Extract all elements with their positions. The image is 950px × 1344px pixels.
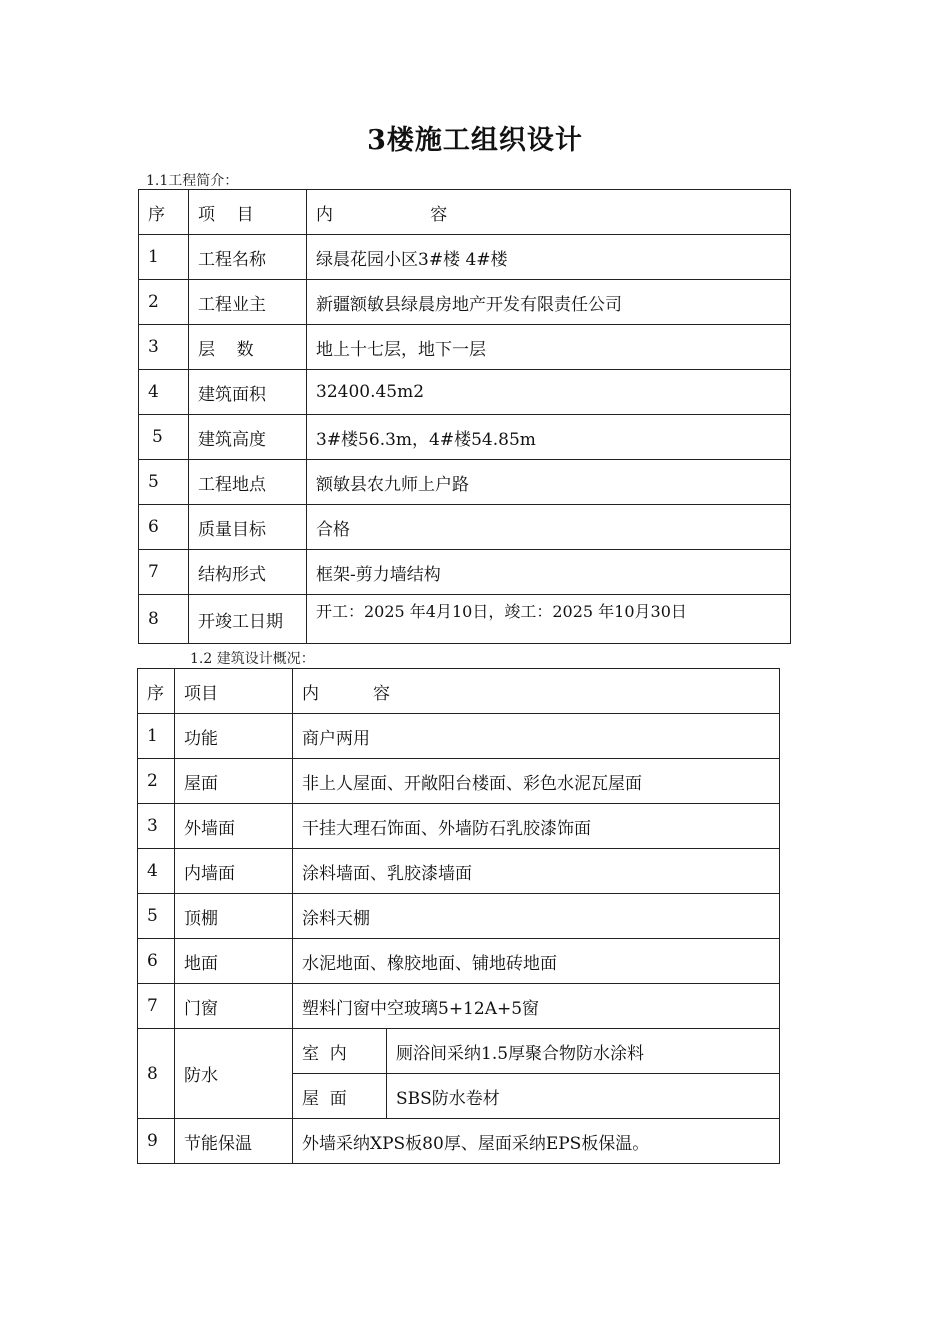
row-content: 涂料天棚	[293, 894, 780, 939]
row-content: 商户两用	[293, 714, 780, 759]
row-content: 干挂大理石饰面、外墙防石乳胶漆饰面	[293, 804, 780, 849]
section-heading-architecture: 1.2 建筑设计概况：	[190, 651, 315, 667]
table-header-row	[138, 669, 780, 714]
row-content: 3#楼56.3m，4#楼54.85m	[307, 415, 791, 460]
table-row	[138, 804, 780, 849]
row-item: 内墙面	[175, 849, 293, 894]
row-content: 外墙采纳XPS板80厚、屋面采纳EPS板保温。	[293, 1119, 780, 1164]
table-row	[139, 595, 791, 644]
row-content: 32400.45m2	[307, 370, 791, 415]
waterproof-content: 厕浴间采纳1.5厚聚合物防水涂料	[387, 1029, 780, 1074]
architecture-design-table	[137, 668, 780, 1164]
table-row	[138, 714, 780, 759]
row-no: 2	[139, 280, 189, 325]
row-item: 节能保温	[175, 1119, 293, 1164]
row-content: 塑料门窗中空玻璃5+12A+5窗	[293, 984, 780, 1029]
row-no: 5	[139, 415, 189, 460]
waterproof-content: SBS防水卷材	[387, 1074, 780, 1119]
project-overview-table	[138, 189, 791, 644]
row-no: 4	[139, 370, 189, 415]
row-item: 屋面	[175, 759, 293, 804]
table-row	[138, 984, 780, 1029]
row-no: 1	[139, 235, 189, 280]
row-item: 顶棚	[175, 894, 293, 939]
row-content: 涂料墙面、乳胶漆墙面	[293, 849, 780, 894]
row-item: 防水	[175, 1029, 293, 1119]
table-row	[139, 550, 791, 595]
table-row	[138, 1119, 780, 1164]
row-no: 7	[139, 550, 189, 595]
row-no: 6	[139, 505, 189, 550]
table-row	[139, 460, 791, 505]
row-content: 合格	[307, 505, 791, 550]
row-item: 工程业主	[189, 280, 307, 325]
table-row	[139, 505, 791, 550]
row-content: 非上人屋面、开敞阳台楼面、彩色水泥瓦屋面	[293, 759, 780, 804]
row-no: 9	[138, 1119, 175, 1164]
header-item: 项目	[175, 669, 293, 714]
row-item: 开竣工日期	[189, 595, 307, 644]
row-content: 框架-剪力墙结构	[307, 550, 791, 595]
row-content: 地上十七层，地下一层	[307, 325, 791, 370]
row-no: 8	[139, 595, 189, 644]
table-row	[138, 849, 780, 894]
table-row	[139, 235, 791, 280]
row-no: 4	[138, 849, 175, 894]
row-item: 质量目标	[189, 505, 307, 550]
row-item: 功能	[175, 714, 293, 759]
row-item: 层 数	[189, 325, 307, 370]
row-no: 3	[138, 804, 175, 849]
table-row	[139, 280, 791, 325]
table-row	[139, 370, 791, 415]
row-no: 3	[139, 325, 189, 370]
table-header-row	[139, 190, 791, 235]
row-item: 结构形式	[189, 550, 307, 595]
row-content: 水泥地面、橡胶地面、铺地砖地面	[293, 939, 780, 984]
row-no: 8	[138, 1029, 175, 1119]
row-item: 工程名称	[189, 235, 307, 280]
table-row	[139, 325, 791, 370]
header-item: 项 目	[189, 190, 307, 235]
header-no: 序	[139, 190, 189, 235]
row-content: 额敏县农九师上户路	[307, 460, 791, 505]
header-no: 序	[138, 669, 175, 714]
row-item: 门窗	[175, 984, 293, 1029]
row-item: 工程地点	[189, 460, 307, 505]
row-item: 建筑面积	[189, 370, 307, 415]
row-no: 6	[138, 939, 175, 984]
row-content: 开工：2025 年4月10日，竣工：2025 年10月30日	[307, 595, 791, 644]
row-no: 2	[138, 759, 175, 804]
row-content: 绿晨花园小区3#楼 4#楼	[307, 235, 791, 280]
page-title: 3楼施工组织设计	[367, 125, 583, 156]
header-content: 内 容	[307, 190, 791, 235]
header-content: 内 容	[293, 669, 780, 714]
row-no: 1	[138, 714, 175, 759]
row-no: 5	[139, 460, 189, 505]
row-content: 新疆额敏县绿晨房地产开发有限责任公司	[307, 280, 791, 325]
row-item: 地面	[175, 939, 293, 984]
waterproof-place: 屋 面	[293, 1074, 387, 1119]
section-heading-project-overview: 1.1工程简介：	[146, 173, 239, 189]
row-item: 建筑高度	[189, 415, 307, 460]
table-row	[139, 415, 791, 460]
table-row	[138, 759, 780, 804]
table-row	[138, 939, 780, 984]
table-row	[138, 894, 780, 939]
table-row-waterproof	[138, 1029, 780, 1074]
row-no: 5	[138, 894, 175, 939]
row-no: 7	[138, 984, 175, 1029]
waterproof-place: 室 内	[293, 1029, 387, 1074]
row-item: 外墙面	[175, 804, 293, 849]
